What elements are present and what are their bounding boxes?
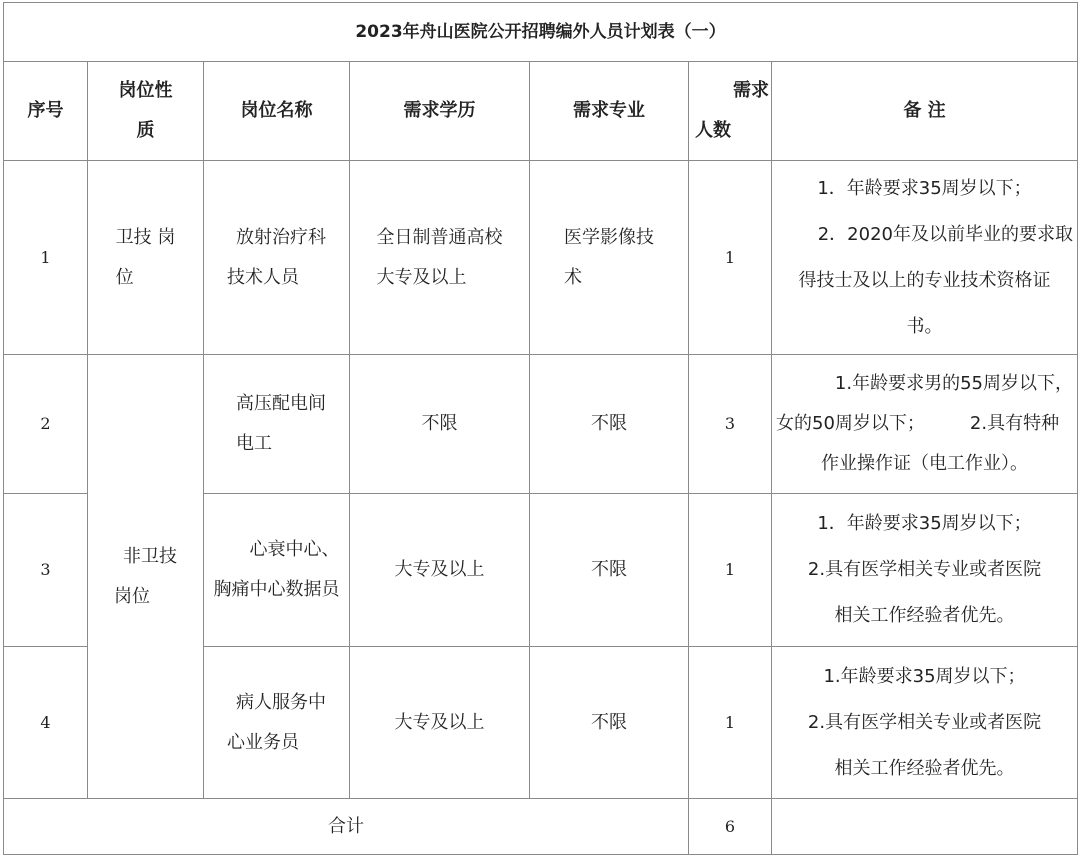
row-note <box>772 355 1078 494</box>
row-count: 1 <box>689 161 772 355</box>
row-major: 不限 <box>530 355 689 494</box>
row-note <box>772 494 1078 647</box>
header-major: 需求专业 <box>530 62 689 161</box>
row-note-line3: 作业操作证（电工作业）。 <box>821 453 1028 474</box>
header-count <box>689 62 772 161</box>
row-edu: 大专及以上 <box>350 647 530 799</box>
row-type-line1: 卫技 岗 <box>115 226 176 248</box>
row-note-line1: 1.年龄要求35周岁以下； <box>823 665 1026 687</box>
row-note-line3: 相关工作经验者优先。 <box>834 757 1015 779</box>
row-major-line1: 医学影像技 <box>564 226 654 248</box>
row-note-line3: 相关工作经验者优先。 <box>834 605 1015 626</box>
row-name-line2: 电工 <box>236 433 272 454</box>
row-major: 不限 <box>530 647 689 799</box>
row-name <box>204 161 350 355</box>
row-name-line2: 胸痛中心数据员 <box>213 579 340 600</box>
row-note-line1: 1．年龄要求35周岁以下； <box>817 177 1032 199</box>
row-major <box>530 161 689 355</box>
header-type <box>88 62 204 161</box>
row-name-line1: 病人服务中 <box>236 691 326 713</box>
header-type-line2: 质 <box>136 120 155 141</box>
row-no: 2 <box>4 355 88 494</box>
total-label: 合计 <box>4 799 689 855</box>
row-name-line2: 技术人员 <box>227 266 299 288</box>
table-row <box>4 161 1078 355</box>
header-count-line2: 人数 <box>695 120 731 141</box>
row-note-line1: 1.年龄要求男的55周岁以下， <box>834 373 1073 394</box>
row-name <box>204 647 350 799</box>
row-note-line4: 书。 <box>906 315 943 337</box>
table-row <box>4 355 1078 494</box>
header-count-line1: 需求 <box>733 80 769 101</box>
row-edu-line2: 大专及以上 <box>376 266 467 288</box>
row-type-line2: 位 <box>115 266 134 288</box>
row-type <box>88 161 204 355</box>
row-note-line2: 2.具有医学相关专业或者医院 <box>807 711 1042 733</box>
row-note-line2: 2．2020年及以前毕业的要求取 <box>817 223 1073 245</box>
row-note-line2: 2.具有医学相关专业或者医院 <box>807 559 1042 580</box>
row-type-line2: 岗位 <box>114 585 150 607</box>
row-name <box>204 494 350 647</box>
row-type-line1: 非卫技 <box>123 545 177 567</box>
row-edu: 不限 <box>350 355 530 494</box>
row-note-line1: 1．年龄要求35周岁以下； <box>817 513 1032 534</box>
row-name-line1: 心衰中心、 <box>249 539 340 560</box>
row-no: 1 <box>4 161 88 355</box>
header-no: 序号 <box>4 62 88 161</box>
total-note-empty <box>772 799 1078 855</box>
row-name <box>204 355 350 494</box>
row-name-line1: 高压配电间 <box>236 393 326 414</box>
row-count: 3 <box>689 355 772 494</box>
header-row <box>4 62 1078 161</box>
row-name-line2: 心业务员 <box>227 731 299 753</box>
table-title: 2023年舟山医院公开招聘编外人员计划表（一） <box>4 3 1078 62</box>
row-major-line2: 术 <box>564 266 582 288</box>
row-edu <box>350 161 530 355</box>
total-count: 6 <box>689 799 772 855</box>
row-count: 1 <box>689 494 772 647</box>
header-note: 备 注 <box>772 62 1078 161</box>
total-row <box>4 799 1078 855</box>
row-note <box>772 161 1078 355</box>
row-name-line1: 放射治疗科 <box>236 226 326 248</box>
row-major: 不限 <box>530 494 689 647</box>
row-note-line3: 得技士及以上的专业技术资格证 <box>798 269 1051 291</box>
row-note-line2: 女的50周岁以下； 2.具有特种 <box>776 413 1060 434</box>
header-edu: 需求学历 <box>350 62 530 161</box>
row-type-merged <box>88 355 204 799</box>
row-note <box>772 647 1078 799</box>
row-count: 1 <box>689 647 772 799</box>
row-no: 3 <box>4 494 88 647</box>
row-edu-line1: 全日制普通高校 <box>376 226 503 248</box>
title-row <box>4 3 1078 62</box>
header-name: 岗位名称 <box>204 62 350 161</box>
row-edu: 大专及以上 <box>350 494 530 647</box>
row-no: 4 <box>4 647 88 799</box>
header-type-line1: 岗位性 <box>118 80 173 101</box>
recruitment-plan-table <box>3 2 1078 855</box>
